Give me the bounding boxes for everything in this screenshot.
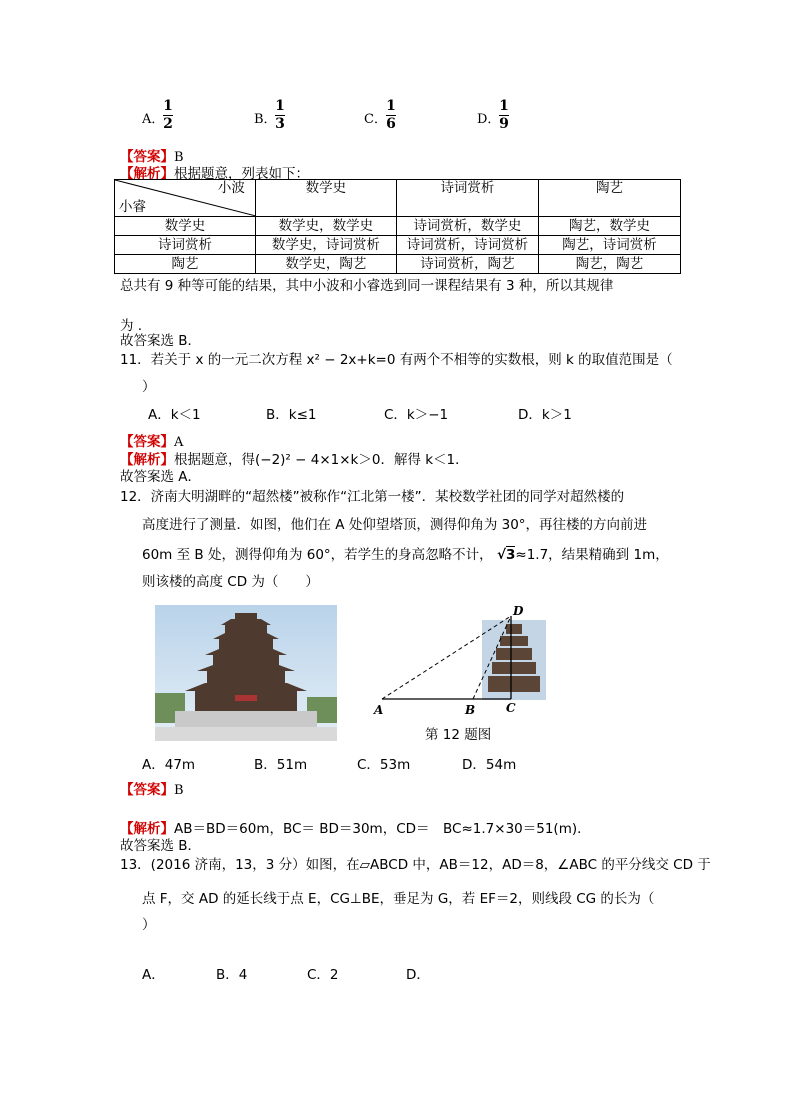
q12-option-b: B．51m xyxy=(254,757,308,773)
table-cell: 数学史，陶艺 xyxy=(255,255,396,274)
table-cell: 数学史，诗词赏析 xyxy=(255,236,396,255)
q11-analysis: 【解析】根据题意，得(−2)² − 4×1×k＞0．解得 k＜1． xyxy=(120,452,469,468)
table-cell: 诗词赏析，陶艺 xyxy=(396,255,538,274)
table-cell: 数学史，数学史 xyxy=(255,217,396,236)
q10-conclusion-line1: 总共有 9 种等可能的结果，其中小波和小睿选到同一课程结果有 3 种，所以其规律 xyxy=(120,278,614,294)
q11-option-c: C．k＞−1 xyxy=(384,407,449,423)
table-cell: 诗词赏析，数学史 xyxy=(396,217,538,236)
q13-option-c: C．2 xyxy=(307,967,339,983)
q11-option-d: D．k＞1 xyxy=(518,407,572,423)
option-d-fraction: 1 9 xyxy=(499,98,509,132)
column-header: 陶艺 xyxy=(538,180,680,217)
q12-stem-line3: 60m 至 B 处，测得仰角为 60°，若学生的身高忽略不计， √3≈1.7，结果精确到 1m， xyxy=(142,547,669,563)
q11-answer: 【答案】A xyxy=(120,434,184,450)
q12-final: 故答案选 B． xyxy=(120,838,202,854)
figure-caption: 第 12 题图 xyxy=(425,727,492,743)
q11-stem-line1: 11．若关于 x 的一元二次方程 x² − 2x+k=0 有两个不相等的实数根，则 k 的取值范围是（ xyxy=(120,352,673,368)
q12-stem-line4: 则该楼的高度 CD 为（ ） xyxy=(142,574,319,590)
option-a-letter: A． xyxy=(142,112,165,127)
column-header: 诗词赏析 xyxy=(396,180,538,217)
q12-stem-line2: 高度进行了测量．如图，他们在 A 处仰望塔顶，测得仰角为 30°，再往楼的方向前进 xyxy=(142,517,648,533)
table-row xyxy=(115,255,681,274)
table-cell: 陶艺，诗词赏析 xyxy=(538,236,680,255)
option-b-fraction: 1 3 xyxy=(275,98,285,132)
option-a-fraction: 1 2 xyxy=(163,98,173,132)
corner-top-label: 小波 xyxy=(217,180,245,196)
q10-answer: 【答案】B xyxy=(120,149,184,165)
q10-final: 故答案选 B． xyxy=(120,333,202,349)
row-header: 陶艺 xyxy=(115,255,256,274)
point-a-label: A xyxy=(374,703,384,717)
q12-stem-line1: 12．济南大明湖畔的“超然楼”被称作“江北第一楼”．某校数学社团的同学对超然楼的 xyxy=(120,489,625,505)
q11-stem-line2: ） xyxy=(142,379,156,395)
sqrt-symbol: √3 xyxy=(496,547,516,563)
table-corner-cell xyxy=(115,180,256,217)
q13-option-d: D． xyxy=(406,967,430,983)
q11-option-a: A．k＜1 xyxy=(148,407,201,423)
q10-analysis-intro: 【解析】根据题意，列表如下： xyxy=(120,166,309,182)
option-c-fraction: 1 6 xyxy=(386,98,396,132)
point-d-label: D xyxy=(513,604,524,618)
option-b-letter: B． xyxy=(254,112,277,127)
q13-stem-line1: 13．(2016 济南，13，3 分）如图，在▱ABCD 中，AB＝12，AD＝8，∠ABC 的平分线交 CD 于 xyxy=(120,857,711,873)
table-cell: 诗词赏析，诗词赏析 xyxy=(396,236,538,255)
table-header-row xyxy=(115,180,681,217)
q11-final: 故答案选 A． xyxy=(120,469,202,485)
q12-option-c: C．53m xyxy=(357,757,411,773)
table-row xyxy=(115,236,681,255)
option-d-letter: D． xyxy=(477,112,501,127)
option-c-letter: C． xyxy=(364,112,387,127)
q11-option-b: B．k≤1 xyxy=(266,407,317,423)
column-header: 数学史 xyxy=(255,180,396,217)
point-c-label: C xyxy=(506,701,516,715)
tower-photo xyxy=(155,605,337,741)
q12-analysis: 【解析】AB＝BD＝60m，BC＝ BD＝30m，CD＝ BC≈1.7×30＝51(m)． xyxy=(120,821,591,837)
corner-bottom-label: 小睿 xyxy=(119,199,146,215)
row-header: 数学史 xyxy=(115,217,256,236)
point-b-label: B xyxy=(465,703,476,717)
outcome-table xyxy=(114,179,681,274)
table-cell: 陶艺，陶艺 xyxy=(538,255,680,274)
table-row xyxy=(115,217,681,236)
q12-option-a: A．47m xyxy=(142,757,196,773)
geometry-figure xyxy=(370,602,555,720)
row-header: 诗词赏析 xyxy=(115,236,256,255)
q12-option-d: D．54m xyxy=(462,757,517,773)
table-cell: 陶艺，数学史 xyxy=(538,217,680,236)
q13-option-b: B．4 xyxy=(216,967,248,983)
q12-answer: 【答案】B xyxy=(120,782,184,798)
q10-conclusion-line2: 为 . xyxy=(120,318,143,334)
q13-stem-line3: ） xyxy=(142,917,156,933)
q13-stem-line2: 点 F，交 AD 的延长线于点 E，CG⊥BE，垂足为 G，若 EF＝2，则线段 CG 的长为（ xyxy=(142,891,655,907)
q13-option-a: A． xyxy=(142,967,165,983)
